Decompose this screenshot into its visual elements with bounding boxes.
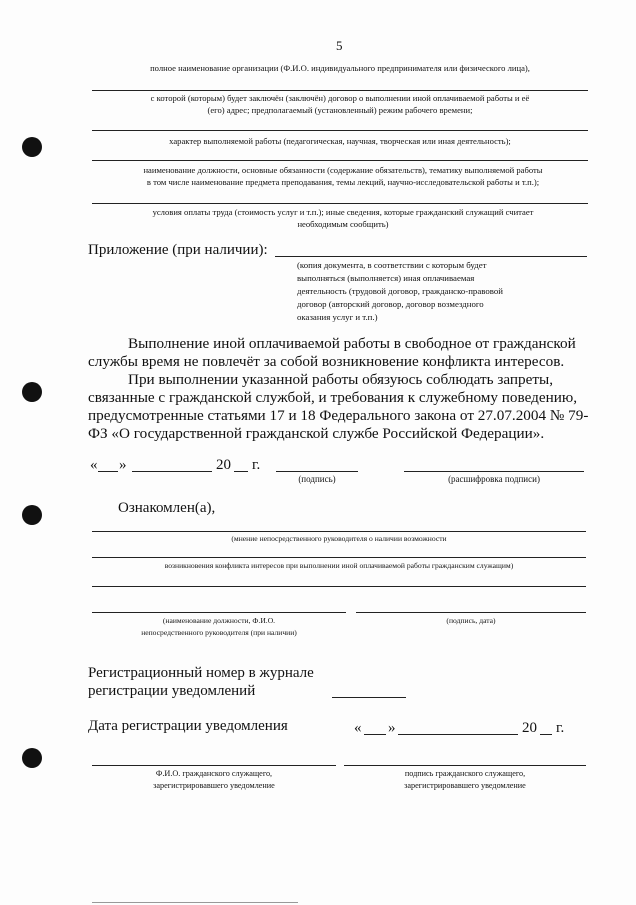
caption-opinion-2: возникновения конфликта интересов при выполнении иной оплачиваемой работы гражданским служащим) xyxy=(164,561,514,570)
statement-line: При выполнении указанной работы обязуюсь соблюдать запреты, xyxy=(128,371,554,388)
statement-line: ФЗ «О государственной гражданской службе Российской Федерации». xyxy=(88,425,545,442)
input-line-opinion-2[interactable] xyxy=(92,557,586,558)
caption-payment-1: условия оплаты труда (стоимость услуг и т.п.); иные сведения, которые гражданский служащий считает xyxy=(152,207,534,217)
statement-line: предусмотренные статьями 17 и 18 Федерального закона от 27.07.2004 № 79- xyxy=(88,407,589,424)
reg-date-close-quote: » xyxy=(388,720,396,736)
scan-edge-line xyxy=(92,902,298,903)
caption-reg-sign-1: подпись гражданского служащего, xyxy=(404,769,526,778)
input-line-opinion-3[interactable] xyxy=(92,586,586,587)
punch-hole xyxy=(22,505,42,525)
caption-manager-2: непосредственного руководителя (при наличии) xyxy=(141,628,297,637)
input-reg-day[interactable] xyxy=(364,734,386,735)
attachment-note-line: выполняться (выполняется) иная оплачиваемая xyxy=(297,273,475,283)
input-reg-year[interactable] xyxy=(540,734,552,735)
input-line-payment[interactable] xyxy=(92,203,588,204)
date-year-prefix: 20 xyxy=(216,457,231,473)
caption-work-nature: характер выполняемой работы (педагогическая, научная, творческая или иная деятельность); xyxy=(169,136,511,146)
caption-signature-decoding: (расшифровка подписи) xyxy=(448,474,540,484)
attachment-label: Приложение (при наличии): xyxy=(88,242,268,258)
caption-position-2: в том числе наименование предмета преподавания, темы лекций, научно-исследовательской работы и т.п.); xyxy=(146,177,540,187)
input-line-manager-sign[interactable] xyxy=(356,612,586,613)
caption-contract-1: с которой (которым) будет заключён (заключён) договор о выполнении иной оплачиваемой работы и её xyxy=(150,93,530,103)
caption-payment-2: необходимым сообщить) xyxy=(297,219,389,229)
input-line-manager[interactable] xyxy=(92,612,346,613)
input-month[interactable] xyxy=(132,471,212,472)
date-open-quote: « xyxy=(90,457,98,473)
attachment-note-line: договор (авторский договор, договор возмездного xyxy=(297,299,484,309)
input-signature[interactable] xyxy=(276,471,358,472)
registration-date-label: Дата регистрации уведомления xyxy=(88,718,288,734)
attachment-note-line: (копия документа, в соответствии с которым будет xyxy=(297,260,487,270)
attachment-note-line: оказания услуг и т.п.) xyxy=(297,312,378,322)
caption-manager-1: (наименование должности, Ф.И.О. xyxy=(162,616,276,625)
input-line-position[interactable] xyxy=(92,160,588,161)
date-close-quote: » xyxy=(119,457,127,473)
caption-reg-sign-2: зарегистрировавшего уведомление xyxy=(404,781,526,790)
attachment-note xyxy=(297,259,567,324)
caption-manager-sign: (подпись, дата) xyxy=(446,616,496,625)
statement-line: службы время не повлечёт за собой возникновение конфликта интересов. xyxy=(88,353,565,370)
attachment-note-line: деятельность (трудовой договор, гражданско-правовой xyxy=(297,286,503,296)
caption-reg-fio-2: зарегистрировавшего уведомление xyxy=(153,781,275,790)
caption-contract-2: (его) адрес; предполагаемый (установленный) режим рабочего времени; xyxy=(207,105,473,115)
acknowledged-label: Ознакомлен(а), xyxy=(118,500,216,516)
caption-signature: (подпись) xyxy=(298,474,336,484)
punch-hole xyxy=(22,748,42,768)
input-registration-number[interactable] xyxy=(332,697,406,698)
caption-opinion-1: (мнение непосредственного руководителя о наличии возможности xyxy=(231,534,447,543)
date-year-suffix: г. xyxy=(252,457,261,473)
input-signature-decoding[interactable] xyxy=(404,471,584,472)
input-line-attachment[interactable] xyxy=(275,256,587,257)
input-line-contract[interactable] xyxy=(92,90,588,91)
reg-date-year-prefix: 20 xyxy=(522,720,537,736)
reg-date-open-quote: « xyxy=(354,720,362,736)
input-line-opinion-1[interactable] xyxy=(92,531,586,532)
page-number: 5 xyxy=(336,38,343,53)
punch-hole xyxy=(22,137,42,157)
reg-date-year-suffix: г. xyxy=(556,720,565,736)
input-line-work-nature[interactable] xyxy=(92,130,588,131)
registration-number-label-2: регистрации уведомлений xyxy=(88,683,256,699)
caption-reg-fio-1: Ф.И.О. гражданского служащего, xyxy=(155,769,273,778)
input-reg-sign[interactable] xyxy=(344,765,586,766)
statement-line: связанные с гражданской службой, и требования к служебному поведению, xyxy=(88,389,577,406)
statement-line: Выполнение иной оплачиваемой работы в свободное от гражданской xyxy=(128,335,576,352)
input-reg-month[interactable] xyxy=(398,734,518,735)
caption-position-1: наименование должности, основные обязанности (содержание обязательств), тематику выполняемой работы xyxy=(143,165,543,175)
input-day[interactable] xyxy=(98,471,118,472)
registration-number-label-1: Регистрационный номер в журнале xyxy=(88,665,314,681)
input-year[interactable] xyxy=(234,471,248,472)
caption-org-name: полное наименование организации (Ф.И.О. индивидуального предпринимателя или физического лица), xyxy=(150,63,530,73)
punch-hole xyxy=(22,382,42,402)
input-reg-fio[interactable] xyxy=(92,765,336,766)
